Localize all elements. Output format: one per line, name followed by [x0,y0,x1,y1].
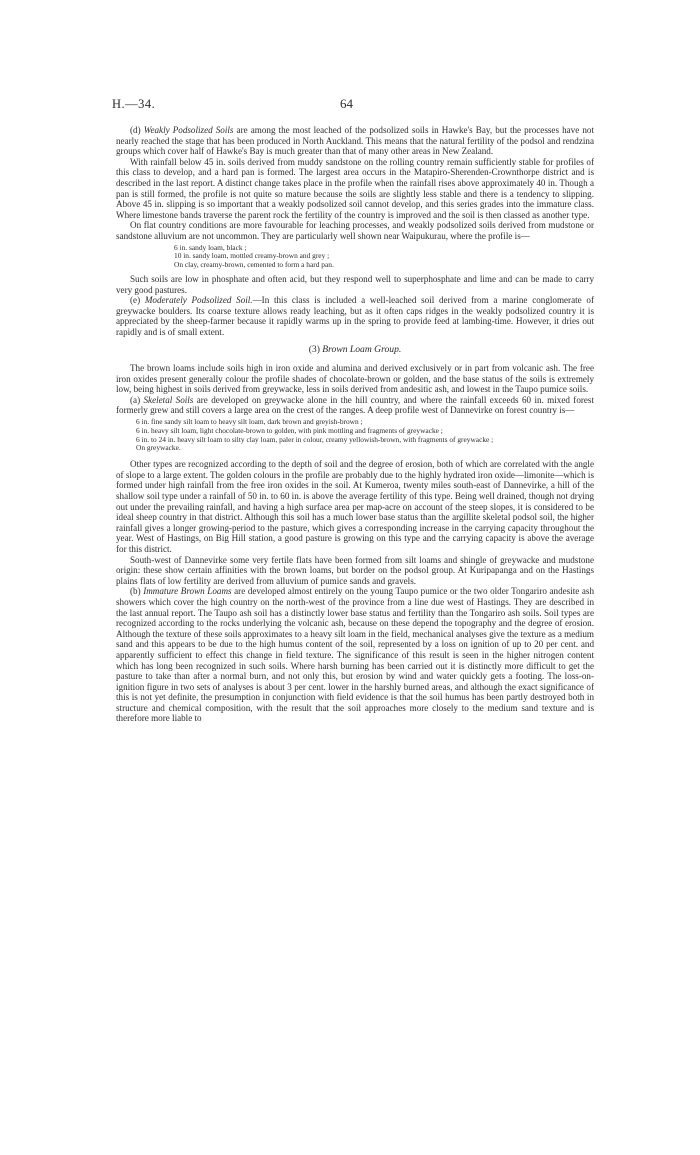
page-number: 64 [340,96,353,111]
paragraph-immature-brown-loams [116,586,594,724]
paragraph-skeletal-soils [116,395,594,416]
heading-number: (3) [308,344,320,356]
profile-line: 10 in. sandy loam, mottled creamy-brown and grey ; [174,251,330,261]
paragraph-phosphate: Such soils are low in phosphate and often acid, but they respond well to superphosphate and lime and can be made to carry very good pastures. [116,273,594,295]
paragraph-rainfall: With rainfall below 45 in. soils derived from muddy sandstone on the rolling country remain sufficiently stable for profiles of this class to develop, and a hard pan is formed. The largest area occurs in the Matapiro-Sherenden-Crownthorpe district and is described in the last report. A distinct change takes place in the profile when the rainfall rises above approximately 40 in. Though a pan is still formed, the profile is not quite so mature because the soils are slightly less stable and there is a tendency to slipping. Above 45 in. slipping is so important that a weakly podsolized soil cannot develop, and this series grades into the immature class. Where limestone bands traverse the parent rock the fertility of the country is improved and the soil is then classed as another type. [116,156,594,220]
paragraph-flat-country: On flat country conditions are more favourable for leaching processes, and weakly podsolized soils derived from mudstone or sandstone alluvium are not uncommon. They are particularly well shown near Waipukurau, where the profile is— [116,220,594,241]
profile-line: On clay, creamy-brown, cemented to form a hard pan. [174,260,334,270]
section-label: (d) [130,125,141,135]
paragraph-other-types: Other types are recognized according to the depth of soil and the degree of erosion, both of which are correlated with the angle of slope to a large extent. The golden colours in the profile are probably due to the highly hydrated iron oxide—limonite—which is formed under high rainfall from the free iron oxides in the soil. At Kumeroa, twenty miles south-east of Dannevirke, a hill of the shallow soil type under a rainfall of 50 in. to 60 in. is above the average fertility of this type. Being well drained, though not drying out under the prevailing rainfall, and having a high surface area per map-acre on account of the steep slopes, it is considered to be ideal sheep country in that district. Although this soil has a much lower base status than the argillite skeletal podsol soil, the higher rainfall gives a longer growing-period to the pasture, which gives a corresponding increase in the carrying capacity throughout the year. West of Hastings, on Big Hill station, a good pasture is growing on this type and the carrying capacity is above the average for this district. [116,459,594,554]
soil-profile-waipukurau [174,244,594,270]
paragraph-text: are developed on greywacke alone in the hill country, and where the rainfall exceeds 60 in. mixed forest formerly grew and still covers a large area on the crest of the ranges. A deep profile west of Dannevirke on forest country is— [116,394,594,416]
section-heading [116,345,594,356]
section-title: Skeletal Soils [143,394,194,405]
paragraph-moderately-podsolized [116,295,594,337]
heading-title: Brown Loam Group. [322,344,402,356]
paragraph-brown-loams: The brown loams include soils high in iron oxide and alumina and derived exclusively or in part from volcanic ash. The free iron oxides present generally colour the profile shades of chocolate-brown or golden, and the base status of the soils is extremely low, being highest in soils derived from greywacke, less in soils derived from andesitic ash, and lowest in the Taupo pumice soils. [116,363,594,395]
section-title: Immature Brown Loams [143,586,232,597]
profile-line: 6 in. heavy silt loam, light chocolate-brown to golden, with pink mottling and fragments of greywacke ; [136,425,443,435]
body-text [116,125,594,724]
section-title: Weakly Podsolized Soils [143,125,234,135]
profile-line: 6 in. fine sandy silt loam to heavy silt loam, dark brown and greyish-brown ; [136,417,363,427]
section-label: (b) [130,586,141,597]
profile-line: 6 in. to 24 in. heavy silt loam to silty clay loam, paler in colour, creamy yellowish-brown, with fragments of greywacke ; [136,434,494,444]
section-label: (e) [130,295,141,306]
report-reference: H.—34. [112,97,156,111]
profile-line: 6 in. sandy loam, black ; [174,242,247,252]
soil-profile-dannevirke [136,418,594,453]
section-title: Moderately Podsolized Soil. [144,295,253,306]
paragraph-south-west: South-west of Dannevirke some very fertile flats have been formed from silt loams and shingle of greywacke and mudstone origin: these show certain affinities with the brown loams, but border on the podsol group. At Kuripapanga and on the Hastings plains flats of low fertility are derived from alluvium of pumice sands and gravels. [116,554,594,586]
section-label: (a) [130,394,141,405]
paragraph-text: are among the most leached of the podsolized soils in Hawke's Bay, but the processes have not nearly reached the stage that has been produced in North Auckland. This means that the natural fertility of the podsol and rendzina groups which cover half of Hawke's Bay is much greater than that of many other areas in New Zealand. [116,125,594,157]
paragraph-text: are developed almost entirely on the young Taupo pumice or the two older Tongariro andesite ash showers which cover the high country on the north-west of the province from a line due west of Hastings. They are described in the last annual report. The Taupo ash soil has a distinctly lower base status and fertility than the Tongariro ash soils. Soil types are recognized according to the rocks underlying the volcanic ash, because on these depend the topography and the degree of erosion. Although the texture of these soils approximates to a heavy silt loam in the field, mechanical analyses give the texture as a medium sand and this appears to be due to the high humus content of the soil, represented by a loss on ignition of up to 20 per cent. and apparently sufficient to effect this change in field texture. The significance of this result is seen in the higher nitrogen content which has long been recognized in such soils. Where harsh burning has been carried out it is distinctly more difficult to get the pasture to take than after a normal burn, and not only this, but erosion by wind and water quickly gets a footing. The loss-on-ignition figure in two sets of analyses is about 3 per cent. lower in the harshly burned areas, and although the exact significance of this is not yet definite, the presumption in conjunction with field evidence is that the soil humus has been partly destroyed both in structure and chemical composition, with the result that the soil approaches more closely to the medium sand texture and is therefore more liable to [116,586,594,724]
paragraph-weakly-podsolized [116,125,594,157]
paragraph-text: —In this class is included a well-leached soil derived from a marine conglomerate of greywacke boulders. Its coarse texture allows ready leaching, but as it often caps ridges in the weakly podsolized country it is appreciated by the sheep-farmer because it rapidly warms up in the spring to provide feed at lambing-time. However, it dries out rapidly and is of small extent. [116,295,594,337]
profile-line: On greywacke. [136,443,181,453]
